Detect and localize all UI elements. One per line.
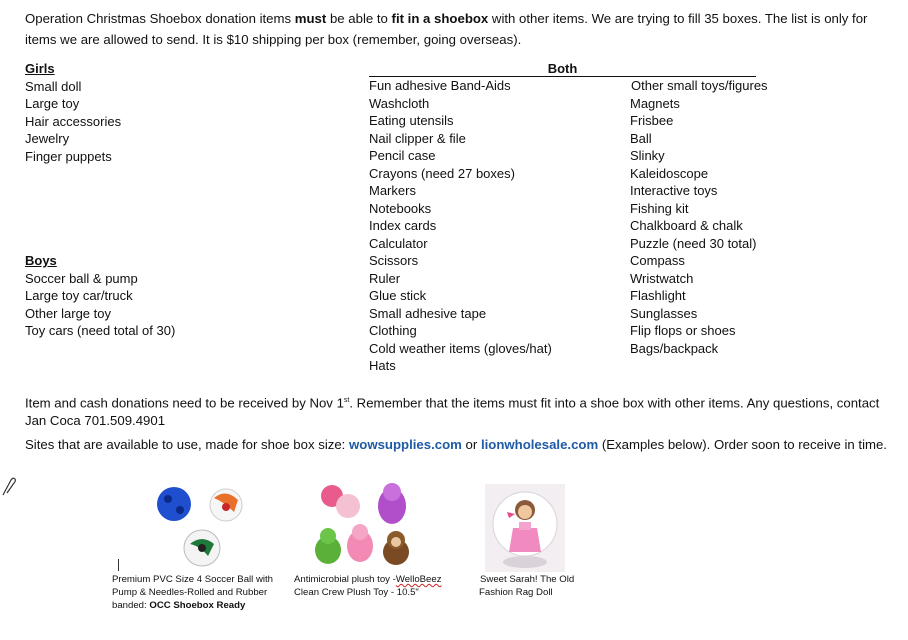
girls-item: Jewelry	[25, 131, 70, 146]
both-item: Cold weather items (gloves/hat)	[369, 340, 552, 356]
sites-or: or	[461, 437, 481, 452]
wowsupplies-link[interactable]: wowsupplies.com	[349, 437, 462, 452]
soccer-caption-bold: OCC Shoebox Ready	[149, 600, 246, 611]
both-item: Glue stick	[369, 288, 427, 303]
both-item: Slinky	[630, 148, 665, 163]
boys-item: Toy cars (need total of 30)	[25, 323, 176, 338]
plush-brand: WelloBeez	[395, 574, 442, 585]
soccer-balls-image	[150, 484, 250, 568]
both-item: Puzzle (need 30 total)	[630, 235, 757, 251]
deadline-sup: st	[343, 397, 350, 404]
both-item: Index cards	[369, 218, 437, 233]
both-item: Notebooks	[369, 200, 432, 216]
both-item: Interactive toys	[630, 183, 718, 198]
both-item: Magnets	[630, 95, 680, 111]
intro-text-3: with other items. We are trying to fill 35 boxes. The list is only for items we are allowed to send. It is $10 shipping per box (remember, going overseas).	[25, 11, 868, 47]
both-item: Crayons (need 27 boxes)	[369, 165, 515, 181]
both-item: Frisbee	[630, 113, 674, 128]
lionwholesale-link[interactable]: lionwholesale.com	[480, 437, 599, 452]
boys-list	[25, 252, 175, 340]
both-item: Wristwatch	[630, 270, 694, 286]
intro-text-2: be able to	[326, 11, 392, 26]
both-item: Other small toys/figures	[631, 78, 768, 93]
text-cursor	[118, 559, 119, 571]
deadline-text-2: . Remember that the items must fit into a shoe box with other items. Any questions, contact Jan Coca 701.509.4901	[25, 395, 880, 428]
both-item: Hats	[369, 358, 396, 373]
plush-caption-text-2: Clean Crew Plush Toy - 10.5"	[294, 587, 419, 598]
both-item: Small adhesive tape	[369, 305, 487, 321]
paperclip-icon	[0, 476, 16, 498]
girls-item: Hair accessories	[25, 113, 122, 129]
both-item: Washcloth	[369, 95, 430, 111]
girls-list	[25, 60, 121, 165]
both-item: Ball	[630, 130, 652, 146]
soccer-caption-text: Premium PVC Size 4 Soccer Ball with Pump & Needles-Rolled and Rubber banded:	[112, 574, 274, 611]
both-item: Scissors	[369, 253, 419, 268]
doll-caption	[479, 573, 589, 599]
sites-paragraph	[25, 436, 890, 454]
soccer-caption	[112, 573, 288, 612]
deadline-text: Item and cash donations need to be received by Nov 1	[25, 395, 344, 411]
sites-text: Sites that are available to use, made for shoe box size:	[25, 437, 350, 452]
both-list-1	[369, 77, 552, 375]
both-item: Fun adhesive Band-Aids	[369, 78, 511, 93]
deadline-paragraph	[25, 392, 890, 429]
both-header: Both	[369, 61, 756, 77]
rag-doll-image	[485, 484, 565, 572]
doll-caption-text: Sweet Sarah! The Old Fashion Rag Doll	[479, 574, 575, 598]
both-item: Bags/backpack	[630, 340, 719, 356]
girls-item: Finger puppets	[25, 148, 112, 164]
boys-item: Other large toy	[25, 305, 111, 321]
boys-item: Large toy car/truck	[25, 288, 133, 303]
intro-fit: fit in a shoebox	[391, 11, 489, 26]
both-item: Ruler	[369, 270, 401, 286]
both-item: Clothing	[369, 323, 417, 338]
both-item: Compass	[630, 253, 685, 268]
both-item: Kaleidoscope	[630, 165, 709, 181]
intro-must: must	[294, 11, 327, 26]
plush-toys-image	[312, 480, 412, 568]
both-item: Flashlight	[630, 288, 686, 303]
both-item: Calculator	[369, 235, 428, 251]
intro-paragraph	[25, 8, 890, 50]
both-item: Fishing kit	[630, 200, 689, 216]
both-item: Flip flops or shoes	[630, 323, 736, 338]
plush-caption	[294, 573, 469, 599]
both-list-2	[630, 77, 768, 357]
boys-header: Boys	[25, 253, 57, 268]
girls-item: Large toy	[25, 96, 80, 111]
both-item: Sunglasses	[630, 305, 698, 321]
both-item: Eating utensils	[369, 113, 454, 128]
both-item: Markers	[369, 183, 416, 198]
both-item: Chalkboard & chalk	[630, 218, 743, 233]
plush-caption-text: Antimicrobial plush toy -	[294, 574, 396, 585]
girls-header: Girls	[25, 61, 55, 76]
girls-item: Small doll	[25, 78, 82, 94]
boys-item: Soccer ball & pump	[25, 270, 138, 286]
both-item: Pencil case	[369, 148, 436, 163]
sites-text-2: (Examples below). Order soon to receive in time.	[598, 437, 887, 452]
intro-text: Operation Christmas Shoebox donation items	[25, 11, 295, 26]
both-item: Nail clipper & file	[369, 130, 466, 146]
